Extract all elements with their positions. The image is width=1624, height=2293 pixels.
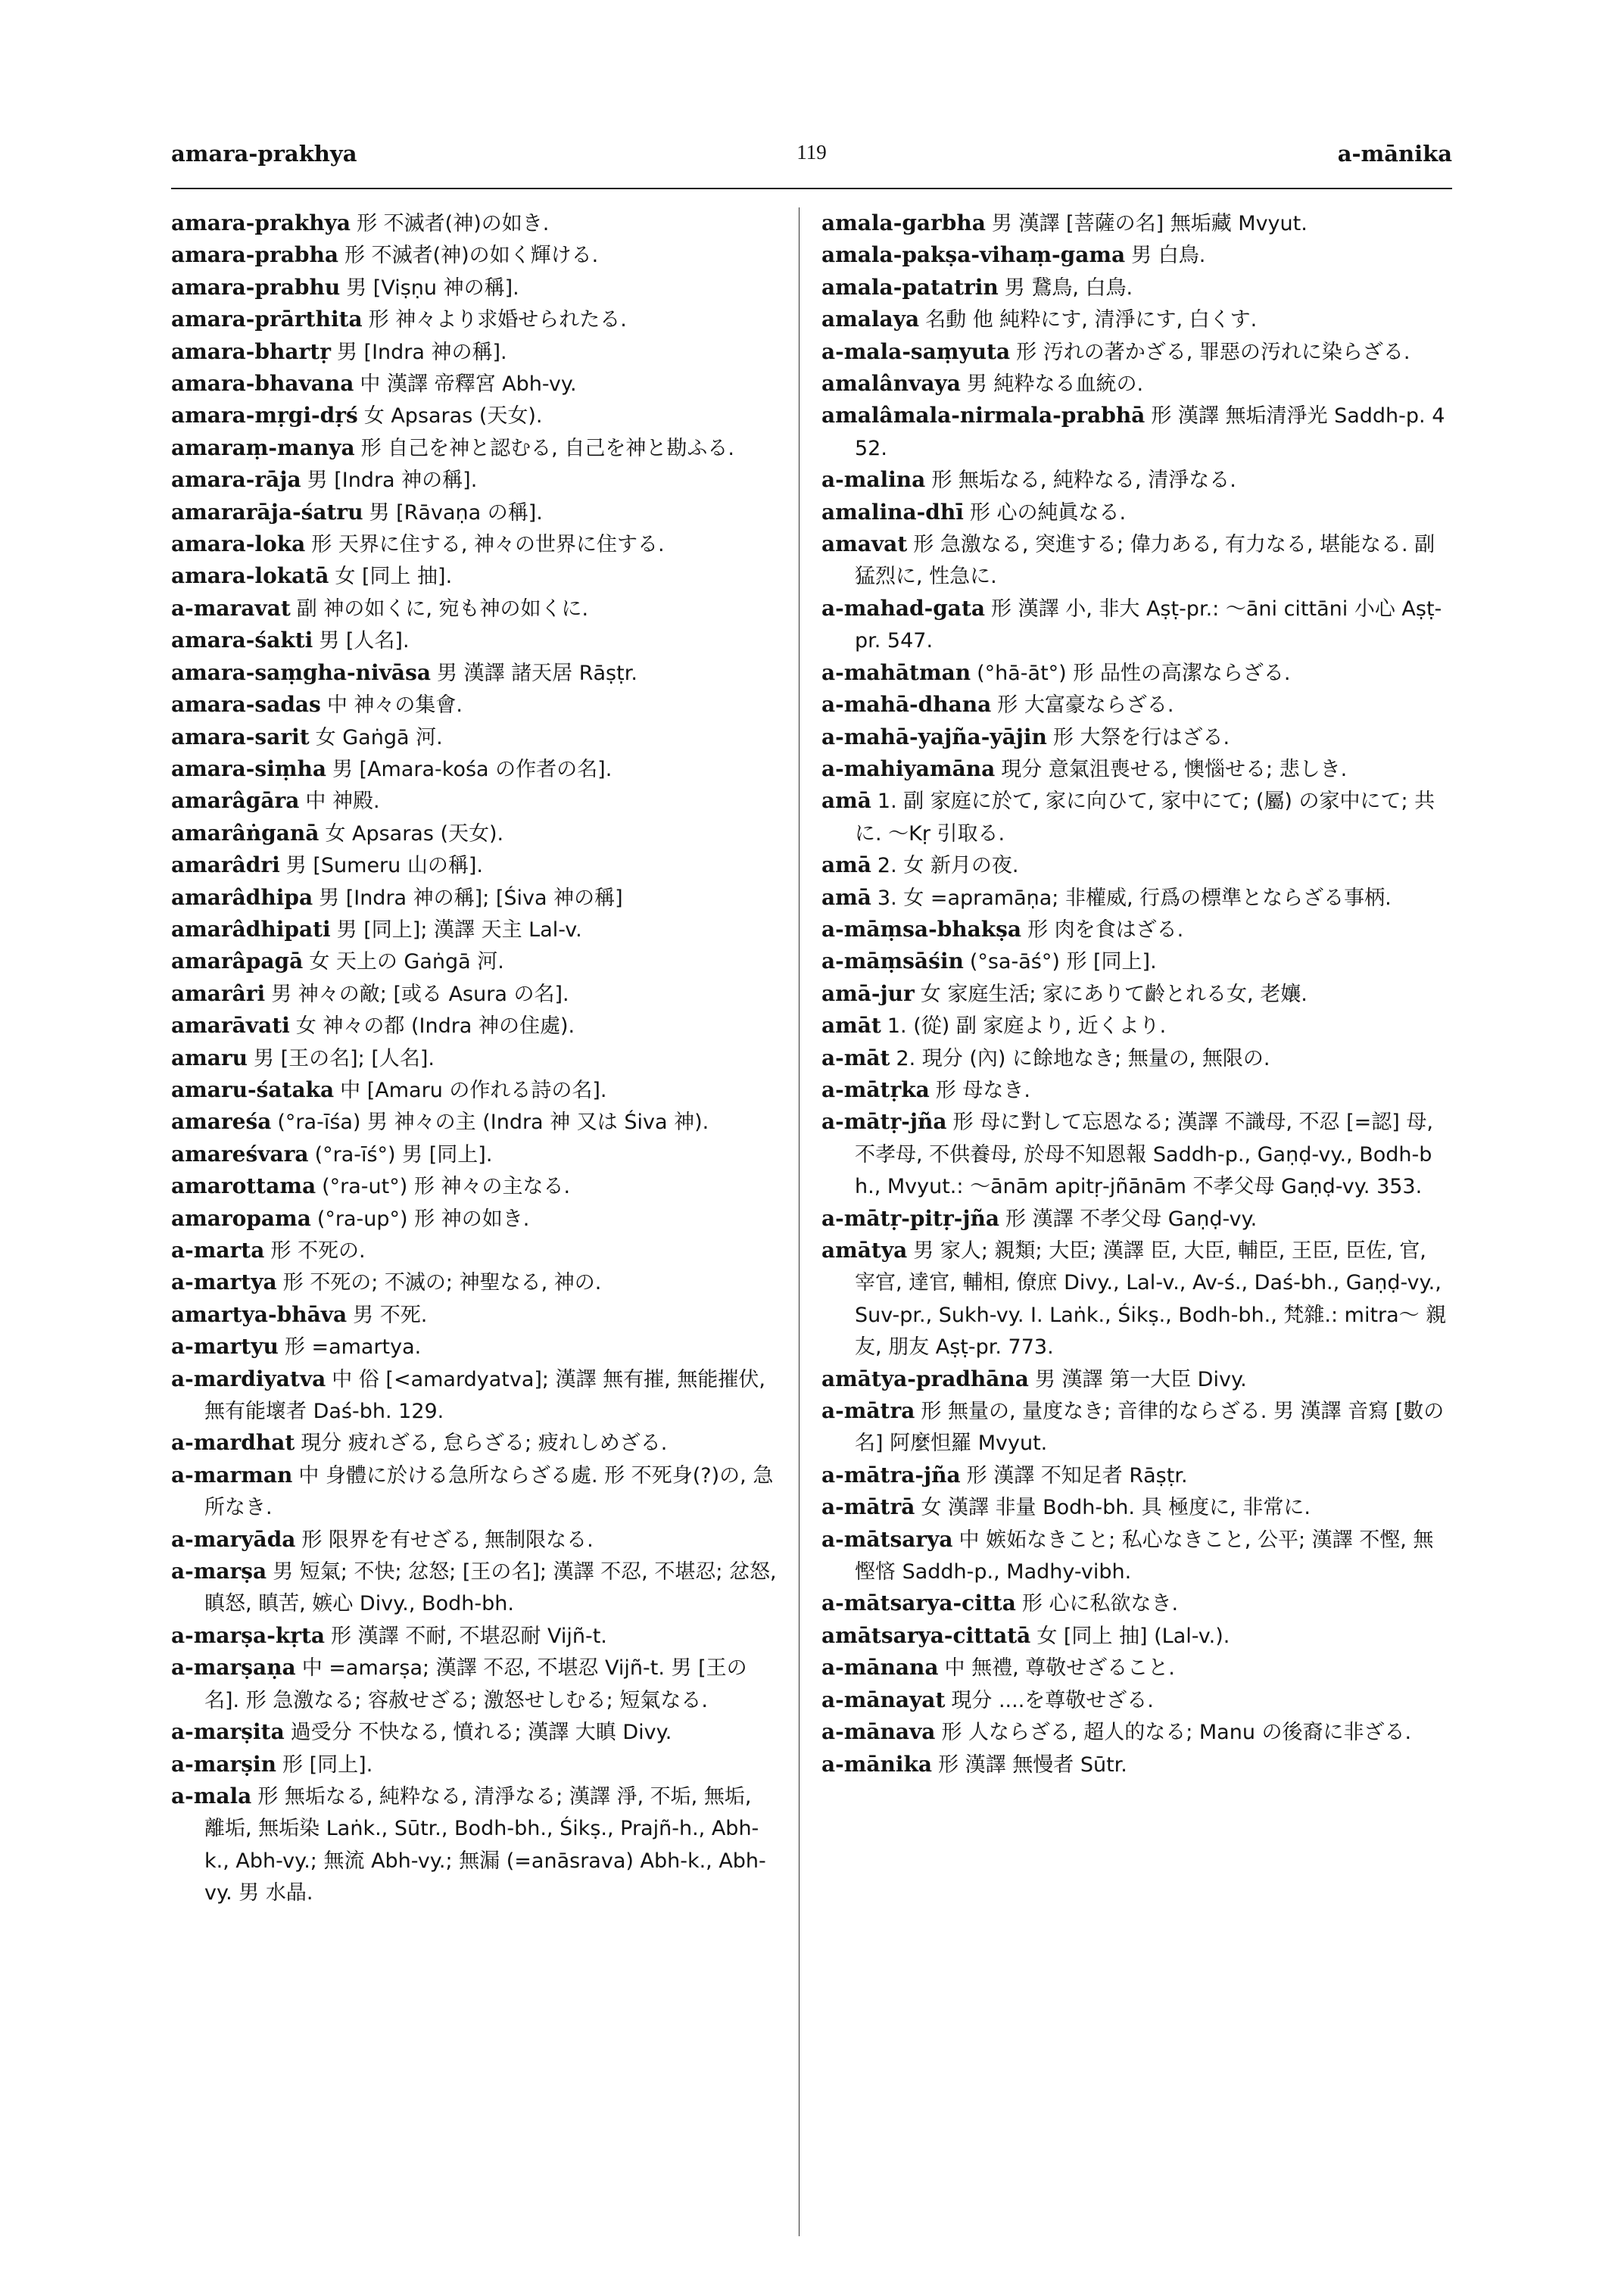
- dictionary-entry: [171, 1106, 777, 1138]
- entry-definition: 形 無量の, 量度なき; 音律的ならざる. 男 漢譯 音寫 [數の名] 阿麼怛羅 Mvyut.: [855, 1400, 1445, 1456]
- dictionary-entry: [171, 272, 777, 304]
- dictionary-entry: [821, 528, 1451, 593]
- entry-headword: a-marman: [171, 1462, 293, 1488]
- running-head-right: a-mānika: [1337, 141, 1452, 167]
- dictionary-entry: [171, 1299, 777, 1331]
- entry-definition: (°ra-īś°) 男 [同上].: [314, 1142, 493, 1167]
- entry-definition: 形 急激なる, 突進する; 偉力ある, 有力なる, 堪能なる. 副 猛烈に, 性急に.: [855, 533, 1435, 589]
- entry-headword: amātya-pradhāna: [821, 1366, 1029, 1391]
- entry-headword: amarāvati: [171, 1013, 290, 1039]
- entry-headword: a-mahātman: [821, 659, 971, 685]
- entry-definition: 男 純粋なる血統の.: [966, 372, 1144, 397]
- entry-definition: 女 Apsaras (天女).: [363, 404, 543, 428]
- entry-headword: amararāja-śatru: [171, 499, 363, 525]
- entry-definition: 形 不死の; 不滅の; 神聖なる, 神の.: [282, 1271, 602, 1295]
- entry-definition: 形 天界に住する, 神々の世界に住する.: [311, 533, 665, 557]
- entry-headword: a-mahad-gata: [821, 595, 986, 621]
- entry-definition: 形 限界を有せざる, 無制限なる.: [301, 1528, 594, 1552]
- entry-definition: 男 短氣; 不快; 忿怒; [王の名]; 漢譯 不忍, 不堪忍; 忿怒, 瞋怒, 瞋苦, 嫉心 Divy., Bodh-bh.: [204, 1560, 777, 1616]
- entry-definition: 形 自己を神と認むる, 自己を神と勘ふる.: [360, 436, 734, 460]
- dictionary-entry: [821, 304, 1451, 335]
- entry-definition: 1. 副 家庭に於て, 家に向ひて, 家中にて; (屬) の家中にて; 共に. 〜Kṛ 引取る.: [855, 790, 1435, 846]
- dictionary-entry: [821, 1524, 1451, 1588]
- dictionary-entry: [821, 1042, 1451, 1074]
- entry-definition: 副 神の如くに, 宛も神の如くに.: [296, 597, 589, 621]
- dictionary-entry: [171, 528, 777, 560]
- dictionary-entry: [821, 1716, 1451, 1748]
- dictionary-entry: [171, 497, 777, 528]
- entry-definition: 中 身體に於ける急所ならざる處. 形 不死身(?)の, 急所なき.: [204, 1463, 774, 1520]
- dictionary-entry: [821, 1363, 1451, 1395]
- entry-definition: 形 心の純眞なる.: [969, 500, 1127, 525]
- entry-definition: 女 家庭生活; 家にありて齡とれる女, 老孃.: [920, 982, 1308, 1006]
- dictionary-entry: [171, 818, 777, 849]
- dictionary-entry: [171, 432, 777, 464]
- entry-headword: amā: [821, 788, 871, 814]
- dictionary-entry: [171, 1331, 777, 1363]
- entry-headword: amarâgāra: [171, 788, 300, 814]
- entry-headword: a-māṃsa-bhakṣa: [821, 916, 1022, 942]
- entry-headword: amaropama: [171, 1205, 311, 1231]
- entry-headword: a-mātsarya-citta: [821, 1590, 1016, 1616]
- entry-headword: amātya: [821, 1238, 908, 1263]
- entry-definition: 中 =amarṣa; 漢譯 不忍, 不堪忍 Vijñ-t. 男 [王の名]. 形 急激なる; 容赦せざる; 激怒せしむる; 短氣なる.: [204, 1656, 747, 1712]
- dictionary-entry: [171, 882, 777, 914]
- entry-definition: 1. (從) 副 家庭より, 近くより.: [887, 1014, 1167, 1039]
- dictionary-entry: [171, 304, 777, 335]
- entry-definition: 過受分 不快なる, 憤れる; 漢譯 大瞋 Divy.: [290, 1721, 672, 1745]
- entry-definition: 男 [Indra 神の稱].: [307, 469, 478, 493]
- entry-headword: a-marṣita: [171, 1719, 285, 1745]
- running-head-left: amara-prakhya: [171, 141, 357, 167]
- dictionary-entry: [171, 1460, 777, 1524]
- entry-headword: amara-saṃgha-nivāsa: [171, 659, 431, 685]
- entry-headword: amara-prārthita: [171, 307, 363, 332]
- entry-definition: 形 母に對して忘恩なる; 漢譯 不識母, 不忍 [=認] 母, 不孝母, 不供養母, 於母不知恩報 Saddh-p., Gaṇḍ-vy., Bodh-bh., Mvyut.: 〜ānām apitṛ-jñānām 不孝父母 Gaṇḍ-vy. 353.: [855, 1111, 1433, 1199]
- entry-definition: 形 母なき.: [935, 1078, 1030, 1102]
- entry-definition: 現分 意氣沮喪せる, 懊惱せる; 悲しき.: [1001, 757, 1348, 781]
- entry-definition: 形 無垢なる, 純粋なる, 清淨なる; 漢譯 淨, 不垢, 無垢, 離垢, 無垢染 Laṅk., Sūtr., Bodh-bh., Śikṣ., Prajñ-h., Abh-k., Abh-vy.; 無流 Abh-vy.; 無漏 (=anāsrava) Abh-k., Abh-vy. 男 水晶.: [204, 1784, 766, 1905]
- dictionary-entry: [171, 1781, 777, 1909]
- dictionary-entry: [821, 1460, 1451, 1491]
- dictionary-entry: [821, 946, 1451, 977]
- entry-definition: (°ra-up°) 形 神の如き.: [316, 1207, 530, 1231]
- entry-definition: (°sa-āś°) 形 [同上].: [969, 950, 1157, 974]
- entry-headword: amara-prabha: [171, 242, 338, 268]
- dictionary-entry: [171, 849, 777, 881]
- entry-definition: 中 俗 [<amardyatva]; 漢譯 無有摧, 無能摧伏, 無有能壞者 Daś-bh. 129.: [204, 1367, 765, 1424]
- dictionary-entry: [821, 239, 1451, 271]
- entry-definition: 男 [Rāvaṇa の稱].: [369, 500, 543, 525]
- entry-headword: amara-lokatā: [171, 563, 329, 589]
- entry-headword: a-mānava: [821, 1719, 936, 1745]
- entry-headword: a-mala-saṃyuta: [821, 338, 1011, 364]
- entry-headword: amala-pakṣa-vihaṃ-gama: [821, 242, 1126, 268]
- entry-definition: 中 嫉妬なきこと; 私心なきこと, 公平; 漢譯 不慳, 無慳悋 Saddh-p., Madhy-vibh.: [855, 1528, 1434, 1584]
- entry-definition: 男 [Indra 神の稱]; [Śiva 神の稱]: [319, 886, 623, 910]
- entry-headword: amara-siṃha: [171, 756, 326, 781]
- dictionary-entry: [821, 400, 1451, 464]
- entry-definition: 男 [Indra 神の稱].: [336, 340, 507, 364]
- column-divider: [799, 207, 800, 2236]
- entry-definition: 形 神々より求婚せられたる.: [368, 308, 627, 332]
- dictionary-entry: [171, 1427, 777, 1459]
- entry-headword: amaru-śataka: [171, 1076, 335, 1102]
- dictionary-entry: [821, 882, 1451, 914]
- dictionary-entry: [821, 785, 1451, 849]
- entry-definition: 形 不滅者(神)の如き.: [357, 212, 550, 235]
- entry-headword: a-mātra: [821, 1398, 915, 1424]
- dictionary-entry: [171, 1556, 777, 1620]
- entry-definition: 女 漢譯 非量 Bodh-bh. 具 極度に, 非常に.: [921, 1496, 1311, 1520]
- entry-headword: amala-garbha: [821, 210, 986, 235]
- entry-headword: amalaya: [821, 307, 920, 332]
- entry-headword: a-mātra-jña: [821, 1462, 961, 1488]
- entry-headword: amarâpagā: [171, 949, 304, 974]
- dictionary-entry: [821, 1491, 1451, 1523]
- entry-definition: 男 家人; 親類; 大臣; 漢譯 臣, 大臣, 輔臣, 王臣, 臣佐, 官, 宰官, 達官, 輔相, 僚庶 Divy., Lal-v., Av-ś., Daś-bh., Gaṇḍ-vy., Suv-pr., Sukh-vy. I. Laṅk., Śikṣ., Bodh-bh., 梵雜.: mitra〜 親友, 朋友 Aṣṭ-pr. 773.: [855, 1239, 1447, 1360]
- dictionary-entry: [821, 1203, 1451, 1235]
- entry-definition: 中 神殿.: [305, 790, 380, 814]
- dictionary-entry: [171, 689, 777, 721]
- entry-headword: a-mātṛka: [821, 1076, 930, 1102]
- entry-definition: 男 漢譯 第一大臣 Divy.: [1034, 1367, 1247, 1391]
- dictionary-entry: [171, 753, 777, 785]
- entry-headword: a-marta: [171, 1238, 265, 1263]
- entry-headword: amara-loka: [171, 531, 306, 557]
- entry-headword: amara-sadas: [171, 692, 321, 718]
- entry-definition: 中 漢譯 帝釋宮 Abh-vy.: [360, 372, 577, 397]
- entry-headword: a-maravat: [171, 595, 291, 621]
- dictionary-entry: [821, 914, 1451, 946]
- dictionary-entry: [821, 657, 1451, 689]
- entry-headword: a-māt: [821, 1045, 890, 1070]
- entry-headword: amarâri: [171, 980, 266, 1006]
- dictionary-entry: [821, 689, 1451, 721]
- entry-definition: 男 漢譯 諸天居 Rāṣṭr.: [436, 661, 637, 685]
- entry-definition: 中 [Amaru の作れる詩の名].: [340, 1078, 607, 1102]
- entry-definition: 男 鵞鳥, 白鳥.: [1004, 276, 1133, 300]
- entry-definition: 2. 女 新月の夜.: [877, 854, 1019, 878]
- entry-headword: amā-jur: [821, 980, 915, 1006]
- dictionary-entry: [821, 1395, 1451, 1460]
- dictionary-entry: [171, 368, 777, 400]
- entry-definition: 形 心に私欲なき.: [1021, 1592, 1179, 1616]
- header-rule: [171, 188, 1452, 189]
- entry-definition: 形 漢譯 不孝父母 Gaṇḍ-vy.: [1005, 1207, 1258, 1231]
- entry-headword: a-māṃsāśin: [821, 949, 964, 974]
- entry-headword: amarâdri: [171, 852, 280, 878]
- dictionary-entry: [171, 1749, 777, 1781]
- dictionary-entry: [821, 849, 1451, 881]
- entry-definition: 形 [同上].: [282, 1752, 373, 1777]
- entry-headword: a-mahiyamāna: [821, 756, 996, 781]
- entry-definition: 形 漢譯 無慢者 Sūtr.: [938, 1752, 1127, 1777]
- entry-headword: amala-patatrin: [821, 274, 999, 300]
- entry-definition: 男 [人名].: [319, 629, 410, 653]
- dictionary-entry: [171, 1524, 777, 1556]
- entry-headword: amaru: [171, 1045, 248, 1070]
- entry-headword: amara-sarit: [171, 724, 310, 749]
- dictionary-entry: [171, 1203, 777, 1235]
- entry-definition: 形 不滅者(神)の如く輝ける.: [344, 244, 599, 268]
- entry-headword: amareśvara: [171, 1141, 309, 1167]
- entry-definition: (°hā-āt°) 形 品性の高潔ならざる.: [977, 661, 1291, 685]
- dictionary-entry: [821, 464, 1451, 496]
- entry-headword: a-mahā-dhana: [821, 692, 992, 718]
- entry-definition: 2. 現分 (內) に餘地なき; 無量の, 無限の.: [896, 1046, 1270, 1070]
- dictionary-entry: [171, 625, 777, 656]
- dictionary-entry: [171, 207, 777, 239]
- entry-definition: 男 神々の敵; [或る Asura の名].: [271, 982, 569, 1006]
- dictionary-entry: [171, 1042, 777, 1074]
- entry-definition: (°ra-ut°) 形 神々の主なる.: [322, 1175, 571, 1199]
- entry-headword: a-marṣa: [171, 1559, 267, 1584]
- page-number: 119: [796, 141, 827, 164]
- dictionary-entry: [821, 497, 1451, 528]
- dictionary-entry: [171, 400, 777, 431]
- entry-headword: amalina-dhī: [821, 499, 964, 525]
- dictionary-entry: [171, 464, 777, 496]
- entry-definition: 女 天上の Gaṅgā 河.: [309, 950, 504, 974]
- entry-definition: 女 Gaṅgā 河.: [315, 725, 443, 749]
- entry-headword: a-mātsarya: [821, 1526, 953, 1552]
- entry-definition: 形 大富豪ならざる.: [997, 693, 1174, 718]
- dictionary-entry: [171, 1074, 777, 1106]
- entry-definition: 男 [同上]; 漢譯 天主 Lal-v.: [336, 918, 582, 942]
- dictionary-entry: [821, 978, 1451, 1010]
- dictionary-entry: [171, 1620, 777, 1652]
- entry-definition: 形 漢譯 無垢清淨光 Saddh-p. 452.: [855, 404, 1445, 460]
- dictionary-entry: [821, 207, 1451, 239]
- entry-headword: amā: [821, 852, 871, 878]
- entry-headword: a-mardhat: [171, 1430, 295, 1456]
- dictionary-entry: [821, 1749, 1451, 1781]
- entry-definition: 女 [同上 抽] (Lal-v.).: [1036, 1624, 1230, 1648]
- entry-headword: a-mātṛ-pitṛ-jña: [821, 1205, 999, 1231]
- entry-definition: 現分 ....を尊敬せざる.: [951, 1688, 1154, 1712]
- entry-definition: 名動 他 純粋にす, 清淨にす, 白くす.: [925, 308, 1258, 332]
- dictionary-entry: [821, 753, 1451, 785]
- entry-headword: a-marṣin: [171, 1751, 277, 1777]
- dictionary-entry: [171, 1139, 777, 1170]
- entry-headword: a-mala: [171, 1783, 252, 1809]
- dictionary-entry: [821, 1587, 1451, 1619]
- entry-definition: 男 不死.: [353, 1303, 428, 1327]
- right-column: [821, 207, 1451, 1781]
- entry-headword: a-mānana: [821, 1655, 939, 1681]
- page-header: [171, 141, 1452, 171]
- entry-headword: amareśa: [171, 1109, 272, 1135]
- dictionary-entry: [171, 1235, 777, 1266]
- entry-headword: a-mātrā: [821, 1494, 915, 1520]
- entry-definition: 中 神々の集會.: [326, 693, 463, 718]
- dictionary-entry: [171, 593, 777, 625]
- entry-headword: amara-bhartṛ: [171, 338, 331, 364]
- entry-headword: amara-bhavana: [171, 371, 354, 397]
- entry-definition: 男 白鳥.: [1131, 244, 1206, 268]
- entry-headword: a-malina: [821, 467, 926, 493]
- entry-definition: 形 汚れの著かざる, 罪惡の汚れに染らざる.: [1016, 340, 1410, 364]
- entry-headword: amalâmala-nirmala-prabhā: [821, 403, 1146, 428]
- entry-headword: amartya-bhāva: [171, 1301, 348, 1327]
- entry-definition: 形 大祭を行はざる.: [1052, 725, 1230, 749]
- entry-headword: amarâdhipati: [171, 916, 331, 942]
- entry-headword: a-marṣaṇa: [171, 1655, 296, 1681]
- entry-definition: 形 無垢なる, 純粋なる, 清淨なる.: [931, 469, 1236, 493]
- dictionary-entry: [171, 1652, 777, 1716]
- entry-definition: 男 [Viṣṇu 神の稱].: [346, 276, 519, 300]
- dictionary-entry: [171, 978, 777, 1010]
- dictionary-entry: [171, 785, 777, 817]
- dictionary-entry: [171, 657, 777, 689]
- entry-definition: 女 Apsaras (天女).: [325, 821, 504, 846]
- dictionary-entry: [171, 336, 777, 368]
- entry-headword: amalânvaya: [821, 371, 961, 397]
- entry-headword: a-mānika: [821, 1751, 933, 1777]
- entry-definition: (°ra-īśa) 男 神々の主 (Indra 神 又は Śiva 神).: [277, 1111, 709, 1135]
- dictionary-entry: [171, 560, 777, 592]
- dictionary-entry: [821, 1684, 1451, 1716]
- dictionary-entry: [171, 946, 777, 977]
- entry-headword: amavat: [821, 531, 908, 557]
- entry-headword: amara-prabhu: [171, 274, 341, 300]
- entry-headword: a-mardiyatva: [171, 1366, 326, 1391]
- entry-headword: a-martya: [171, 1270, 277, 1295]
- entry-headword: a-marṣa-kṛta: [171, 1622, 326, 1648]
- entry-definition: 3. 女 =apramāṇa; 非權威, 行爲の標準とならざる事柄.: [877, 886, 1392, 910]
- entry-headword: amara-mṛgi-dṛś: [171, 403, 358, 428]
- dictionary-entry: [821, 1620, 1451, 1652]
- dictionary-entry: [821, 1235, 1451, 1363]
- entry-definition: 形 漢譯 不知足者 Rāṣṭr.: [966, 1463, 1188, 1488]
- dictionary-entry: [171, 1170, 777, 1202]
- entry-definition: 形 =amartya.: [284, 1335, 422, 1360]
- entry-headword: amara-rāja: [171, 467, 301, 493]
- entry-definition: 形 肉を食はざる.: [1027, 918, 1184, 942]
- entry-headword: amarâdhipa: [171, 884, 313, 910]
- entry-definition: 形 漢譯 不耐, 不堪忍耐 Vijñ-t.: [331, 1624, 607, 1648]
- dictionary-entry: [821, 272, 1451, 304]
- entry-definition: 現分 疲れざる, 怠らざる; 疲れしめざる.: [301, 1432, 668, 1456]
- dictionary-entry: [821, 593, 1451, 657]
- entry-headword: a-mānayat: [821, 1687, 946, 1712]
- dictionary-entry: [821, 1652, 1451, 1684]
- entry-definition: 形 人ならざる, 超人的なる; Manu の後裔に非ざる.: [941, 1721, 1412, 1745]
- entry-definition: 男 [Sumeru 山の稱].: [285, 854, 483, 878]
- entry-headword: amāt: [821, 1013, 881, 1039]
- dictionary-entry: [171, 914, 777, 946]
- entry-headword: amā: [821, 884, 871, 910]
- entry-headword: a-martyu: [171, 1334, 279, 1360]
- entry-headword: a-mahā-yajña-yājin: [821, 724, 1047, 749]
- entry-definition: 男 漢譯 [菩薩の名] 無垢藏 Mvyut.: [991, 212, 1308, 235]
- dictionary-entry: [821, 336, 1451, 368]
- dictionary-entry: [821, 1106, 1451, 1202]
- dictionary-entry: [171, 721, 777, 753]
- entry-definition: 女 [同上 抽].: [335, 565, 453, 589]
- dictionary-entry: [171, 1716, 777, 1748]
- entry-headword: amarottama: [171, 1173, 316, 1199]
- dictionary-entry: [171, 239, 777, 271]
- entry-definition: 女 神々の都 (Indra 神の住處).: [295, 1014, 575, 1039]
- dictionary-entry: [821, 1010, 1451, 1042]
- entry-headword: amara-śakti: [171, 628, 313, 653]
- entry-definition: 形 漢譯 小, 非大 Aṣṭ-pr.: 〜āni cittāni 小心 Aṣṭ-pr. 547.: [855, 597, 1442, 653]
- entry-definition: 形 不死の.: [270, 1239, 366, 1263]
- entry-headword: amarâṅganā: [171, 820, 320, 846]
- entry-headword: amātsarya-cittatā: [821, 1622, 1031, 1648]
- dictionary-entry: [171, 1266, 777, 1298]
- dictionary-entry: [821, 368, 1451, 400]
- entry-definition: 男 [Amara-kośa の作者の名].: [332, 757, 613, 781]
- entry-headword: a-mātṛ-jña: [821, 1109, 947, 1135]
- dictionary-entry: [171, 1010, 777, 1042]
- dictionary-entry: [821, 1074, 1451, 1106]
- left-column: [171, 207, 777, 1909]
- entry-headword: amaraṃ-manya: [171, 435, 355, 460]
- entry-headword: a-maryāda: [171, 1526, 296, 1552]
- entry-headword: amara-prakhya: [171, 210, 351, 235]
- entry-definition: 中 無禮, 尊敬せざること.: [944, 1656, 1175, 1681]
- entry-definition: 男 [王の名]; [人名].: [254, 1046, 435, 1070]
- dictionary-entry: [821, 721, 1451, 753]
- dictionary-entry: [171, 1363, 777, 1428]
